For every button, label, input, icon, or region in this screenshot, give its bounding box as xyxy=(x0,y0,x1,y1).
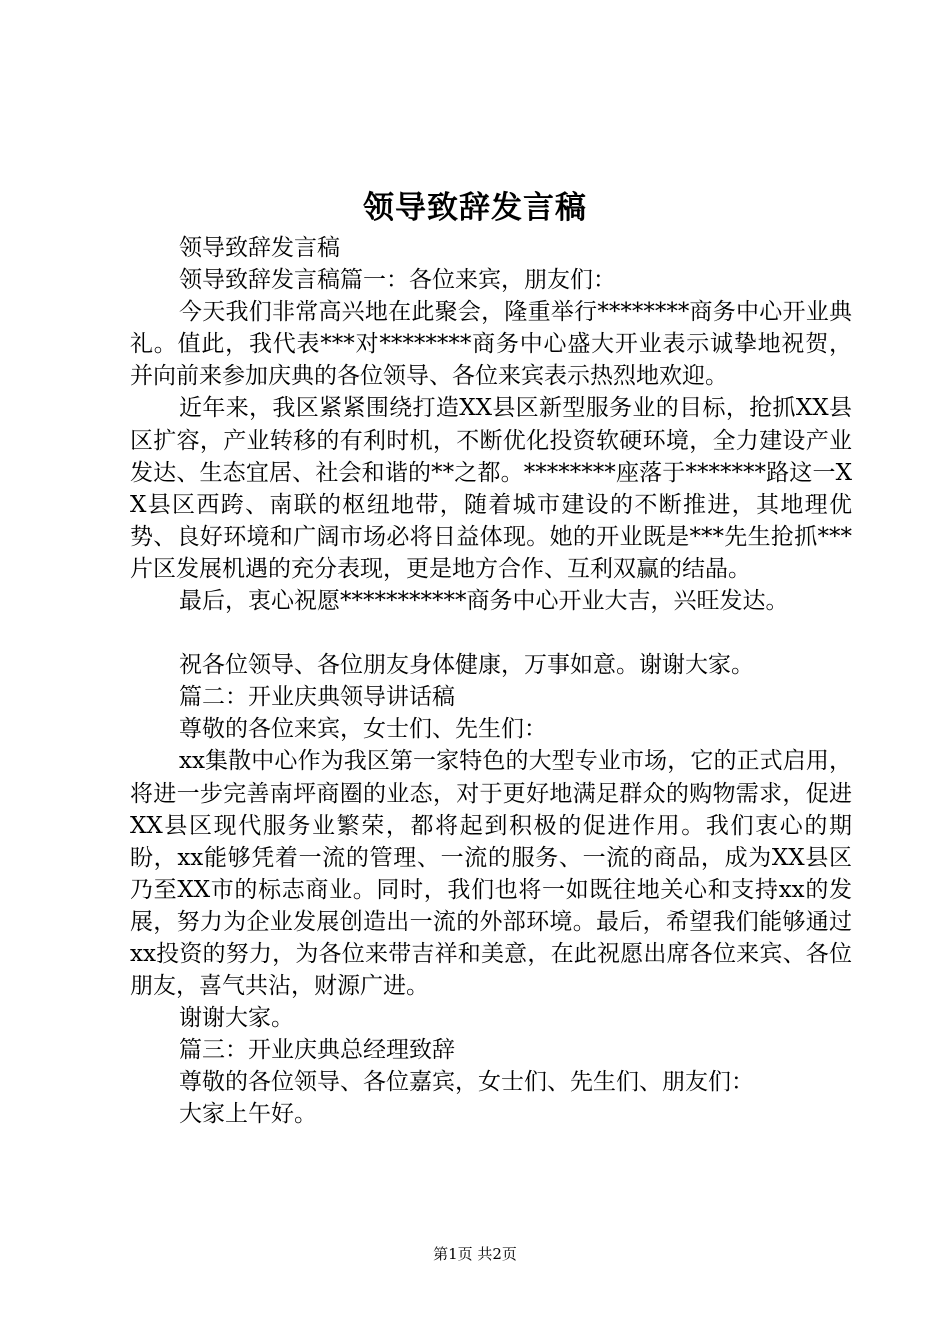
paragraph-part-three-heading: 篇三：开业庆典总经理致辞 xyxy=(179,1037,455,1064)
paragraph-part-two-heading: 篇二：开业庆典领导讲话稿 xyxy=(179,684,455,711)
paragraph-part-two-greeting: 尊敬的各位来宾，女士们、先生们： xyxy=(179,716,547,743)
document-body xyxy=(130,232,852,1131)
paragraph-part-three-greeting: 尊敬的各位领导、各位嘉宾，女士们、先生们、朋友们： xyxy=(179,1069,754,1096)
paragraph-part-two-body: xx集散中心作为我区第一家特色的大型专业市场，它的正式启用，将进一步完善南坪商圈的业态，对于更好地满足群众的购物需求，促进XX县区现代服务业繁荣，都将起到积极的促进作用。我们衷心的期盼，xx能够凭着一流的管理、一流的服务、一流的商品，成为XX县区乃至XX市的标志商业。同时，我们也将一如既往地关心和支持xx的发展，努力为企业发展创造出一流的外部环境。最后，希望我们能够通过xx投资的努力，为各位来带吉祥和美意，在此祝愿出席各位来宾、各位朋友，喜气共沾，财源广进。 xyxy=(130,748,852,1000)
paragraph-opening: 今天我们非常高兴地在此聚会，隆重举行********商务中心开业典礼。值此，我代表***对********商务中心盛大开业表示诚挚地祝贺，并向前来参加庆典的各位领导、各位来宾表示热烈地欢迎。 xyxy=(130,299,852,390)
page-number-footer: 第1页 共2页 xyxy=(433,1245,517,1263)
paragraph-spacer xyxy=(130,617,852,649)
paragraph-background: 近年来，我区紧紧围绕打造XX县区新型服务业的目标，抢抓XX县区扩容，产业转移的有利时机，不断优化投资软硬环境，全力建设产业发达、生态宜居、社会和谐的**之都。********座落于*******路这一XX县区西跨、南联的枢纽地带，随着城市建设的不断推进，其地理优势、良好环境和广阔市场必将日益体现。她的开业既是***先生抢抓***片区发展机遇的充分表现，更是地方合作、互利双赢的结晶。 xyxy=(130,395,852,582)
paragraph-closing-thanks: 祝各位领导、各位朋友身体健康，万事如意。谢谢大家。 xyxy=(179,652,754,679)
paragraph-wishes: 最后，衷心祝愿***********商务中心开业大吉，兴旺发达。 xyxy=(179,588,789,615)
paragraph-part-three-hello: 大家上午好。 xyxy=(179,1101,317,1128)
document-title: 领导致辞发言稿 xyxy=(363,190,587,226)
paragraph-part-two-thanks: 谢谢大家。 xyxy=(179,1005,294,1032)
paragraph-heading: 领导致辞发言稿 xyxy=(179,235,340,261)
paragraph-part-one-greeting: 领导致辞发言稿篇一：各位来宾，朋友们： xyxy=(179,267,616,294)
